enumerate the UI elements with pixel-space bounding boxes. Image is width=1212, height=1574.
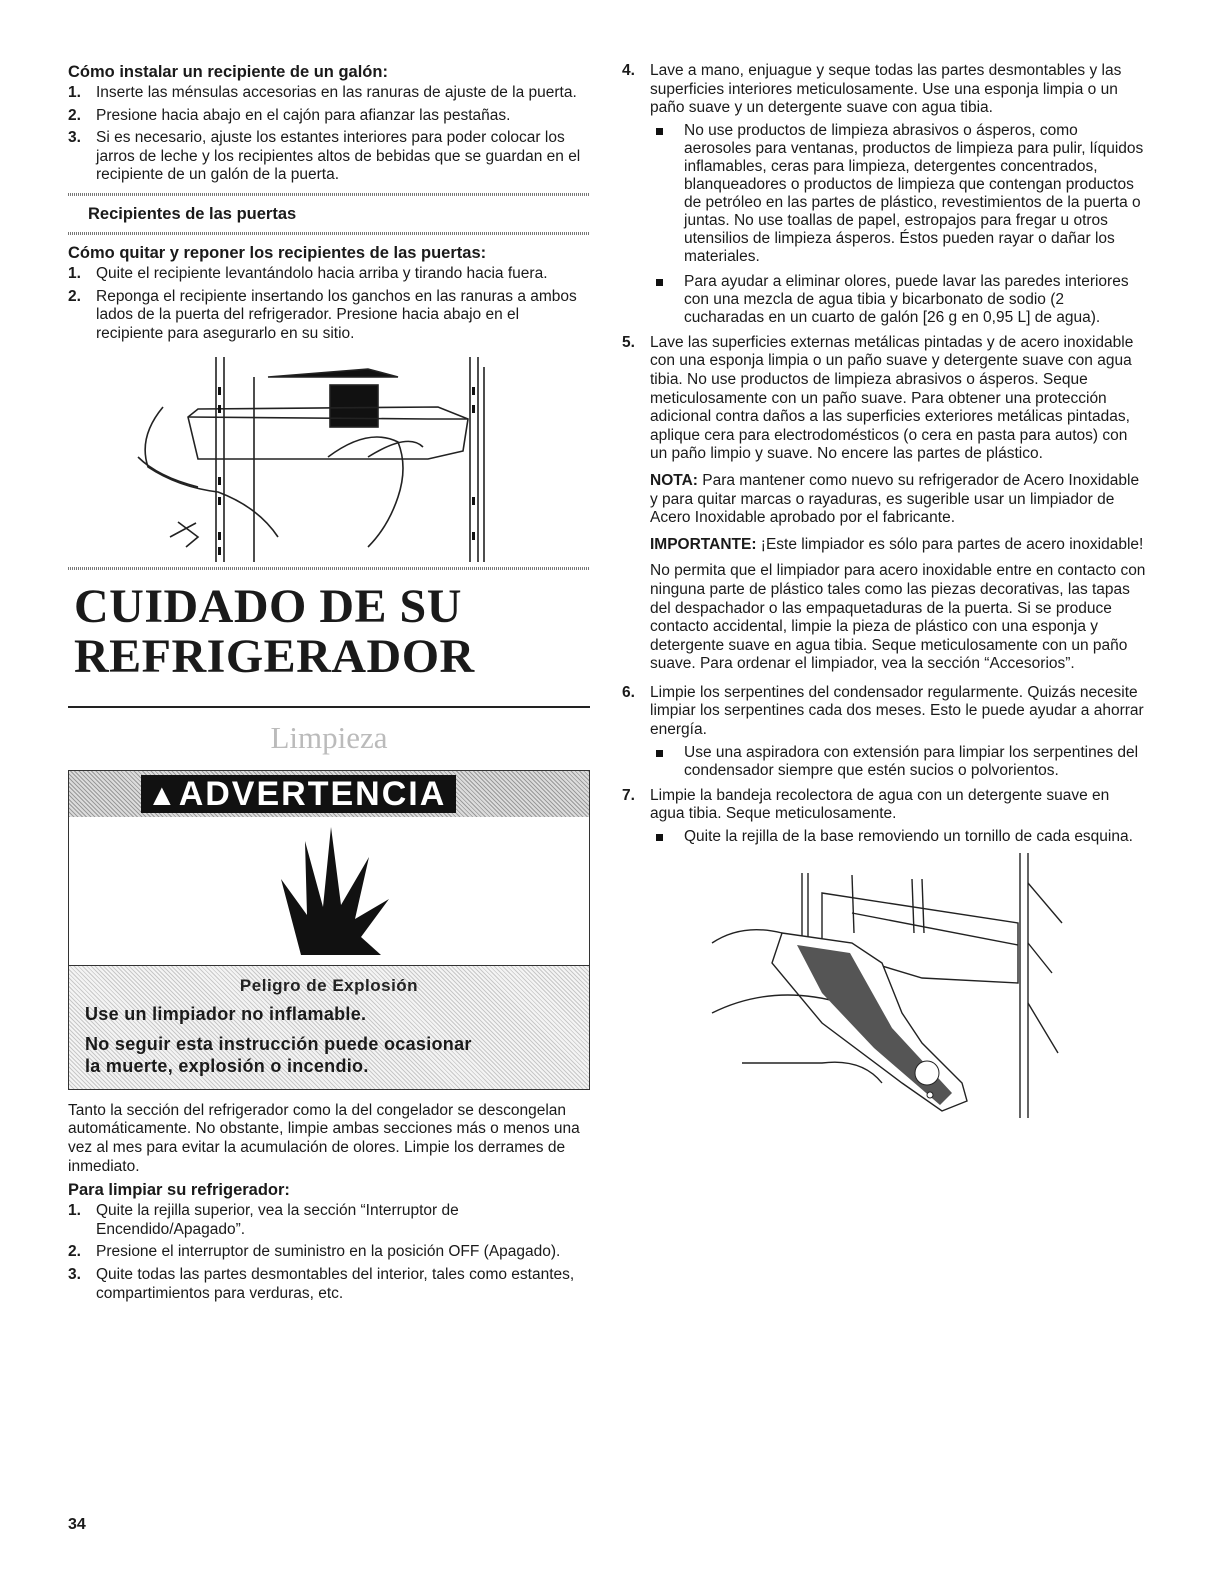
list-item: 2. Presione hacia abajo en el cajón para afianzar las pestañas. <box>68 106 511 124</box>
section-title-limpieza: Limpieza <box>270 719 388 755</box>
install-gallon-heading: Cómo instalar un recipiente de un galón: <box>68 63 388 81</box>
warning-hazard: Peligro de Explosión <box>239 975 419 995</box>
list-item: 2. Reponga el recipiente insertando los ganchos en las ranuras a ambos lados de la puerta del refrigerador. Presione hacia abajo en el recipiente para asegurarlo en su sitio. <box>68 287 577 342</box>
bullet-list <box>650 744 1146 780</box>
clean-heading: Para limpiar su refrigerador: <box>68 1181 290 1200</box>
right-column <box>622 62 1146 1143</box>
warning-consequence: No seguir esta instrucción puede ocasionar la muerte, explosión o incendio. <box>85 1033 472 1076</box>
list-item: 2. Presione el interruptor de suministro en la posición OFF (Apagado). <box>68 1243 561 1261</box>
bullet-item: Quite la rejilla de la base removiendo un tornillo de cada esquina. <box>650 828 1146 846</box>
divider <box>68 706 590 708</box>
install-gallon-steps <box>68 84 590 185</box>
bullet-item: Use una aspiradora con extensión para limpiar los serpentines del condensador siempre que estén sucios o polvorientos. <box>650 744 1146 780</box>
warning-art <box>69 817 589 966</box>
warning-instruction: Use un limpiador no inflamable. <box>85 1003 367 1024</box>
title-line-2: REFRIGERADOR <box>74 630 475 684</box>
warning-label: ▲ADVERTENCIA <box>141 775 456 813</box>
bullet-list <box>650 828 1146 846</box>
warning-header <box>69 771 589 817</box>
warning-box <box>68 770 590 1090</box>
page-title <box>74 582 590 682</box>
list-item: 1. Quite la rejilla superior, vea la sección “Interruptor de Encendido/Apagado”. <box>68 1202 459 1238</box>
importante-paragraph: IMPORTANTE: ¡Este limpiador es sólo para partes de acero inoxidable! <box>650 535 1144 553</box>
bullet-item: Para ayudar a eliminar olores, puede lavar las paredes interiores con una mezcla de agua tibia y bicarbonato de sodio (2 cucharadas en un cuarto de galón [26 g en 0,95 L] de agua). <box>650 273 1146 327</box>
door-bin-illustration <box>68 347 590 565</box>
divider <box>68 232 590 235</box>
bullet-item: No use productos de limpieza abrasivos o ásperos, como aerosoles para ventanas, productos de limpieza para pulir, líquidos inflamables, ceras para limpieza, detergentes concentrados, blanqueadores o productos de limpieza que contengan productos de petróleo en las partes de plástico, revestimientos de la puerta o juntas. No use toallas de papel, estropajos para fregar u otros utensilios de limpieza ásperos. Éstos pueden rayar o dañar los materiales. <box>650 122 1146 266</box>
list-item: 6. Limpie los serpentines del condensador regularmente. Quizás necesite limpiar los serpentines cada dos meses. Esto le puede ayudar a ahorrar energía. Use una aspiradora con extensión para limpiar los serpentines del condensador siempre que estén sucios o polvorientos. <box>622 684 1146 780</box>
cleaning-steps-cont <box>622 62 1146 846</box>
divider <box>68 193 590 196</box>
door-bins-subheading: Recipientes de las puertas <box>88 204 297 223</box>
warning-text <box>69 966 589 1089</box>
page-number: 34 <box>68 1516 86 1533</box>
remove-bins-steps <box>68 265 590 343</box>
defrost-intro: Tanto la sección del refrigerador como la del congelador se descongelan automáticamente. No obstante, limpie ambas secciones más o menos una vez al mes para evitar la acumulación de olores. Limpie los derrames de inmediato. <box>68 1101 580 1175</box>
list-item: 1. Quite el recipiente levantándolo hacia arriba y tirando hacia fuera. <box>68 264 548 282</box>
base-grille-illustration <box>622 853 1146 1143</box>
explosion-icon <box>69 817 588 965</box>
list-item: 1. Inserte las ménsulas accesorias en las ranuras de ajuste de la puerta. <box>68 84 577 101</box>
warning-triangle-icon: ▲ <box>147 778 179 812</box>
list-item: 5. Lave las superficies externas metálicas pintadas y de acero inoxidable con una esponja limpia o un paño suave y detergente suave con agua tibia. No use productos de limpieza abrasivos o ásperos. Seque meticulosamente con un paño suave. Para obtener una protección adicional contra daños a las superficies exteriores metálicas pintadas, aplique cera para electrodomésticos (o cera en pasta para autos) con un paño limpio y suave. No encere las partes de plástico. NOTA: Para mantener como nuevo su refrigerador de Acero Inoxidable y para quitar marcas o rayaduras, es sugerible usar un limpiador de Acero Inoxidable aprobado por el fabricante. IMPORTANTE: ¡Este limpiador es sólo para partes de acero inoxidable! No permita que el limpiador para acero inoxidable entre en contacto con ninguna parte de plástico tales como las piezas decorativas, las tapas del despachador o las empaquetaduras de la puerta. Si se produce contacto accidental, limpie la pieza de plástico con una esponja y detergente suave en agua tibia. Seque meticulosamente con un paño suave. Para ordenar el limpiador, vea la sección “Accesorios”. <box>622 333 1146 673</box>
title-line-1: CUIDADO DE SU <box>74 580 462 634</box>
list-item: 3. Si es necesario, ajuste los estantes interiores para poder colocar los jarros de leche y los recipientes altos de bebidas que se guardan en el recipiente de un galón de la puerta. <box>68 129 581 184</box>
remove-bins-heading: Cómo quitar y reponer los recipientes de las puertas: <box>68 243 487 262</box>
list-item: 7. Limpie la bandeja recolectora de agua con un detergente suave en agua tibia. Seque meticulosamente. Quite la rejilla de la base removiendo un tornillo de cada esquina. <box>622 787 1146 846</box>
nota-paragraph: NOTA: Para mantener como nuevo su refrigerador de Acero Inoxidable y para quitar marcas o rayaduras, es sugerible usar un limpiador de Acero Inoxidable aprobado por el fabricante. <box>650 471 1140 527</box>
no-permita-paragraph: No permita que el limpiador para acero inoxidable entre en contacto con ninguna parte de plástico tales como las piezas decorativas, las tapas del despachador o las empaquetaduras de la puerta. Si se produce contacto accidental, limpie la pieza de plástico con una esponja y detergente suave en agua tibia. Seque meticulosamente con un paño suave. Para ordenar el limpiador, vea la sección “Accesorios”. <box>650 562 1146 673</box>
list-item: 4. Lave a mano, enjuague y seque todas las partes desmontables y las superficies interiores meticulosamente. Use una esponja limpia o un paño suave y un detergente suave con agua tibia. No use productos de limpieza abrasivos o ásperos, como aerosoles para ventanas, productos de limpieza para pulir, líquidos inflamables, ceras para limpieza, detergentes concentrados, blanqueadores o productos de limpieza que contengan productos de petróleo en las partes de plástico, revestimientos de la puerta o juntas. No use toallas de papel, estropajos para fregar u otros utensilios de limpieza ásperos. Éstos pueden rayar o dañar los materiales. Para ayudar a eliminar olores, puede lavar las paredes interiores con una mezcla de agua tibia y bicarbonato de sodio (2 cucharadas en un cuarto de galón [26 g en 0,95 L] de agua). <box>622 62 1146 327</box>
list-item: 3. Quite todas las partes desmontables del interior, tales como estantes, compartimientos para verduras, etc. <box>68 1266 575 1302</box>
bullet-list <box>650 122 1146 327</box>
left-column <box>68 62 590 1307</box>
divider <box>68 567 590 570</box>
clean-steps <box>68 1202 590 1303</box>
